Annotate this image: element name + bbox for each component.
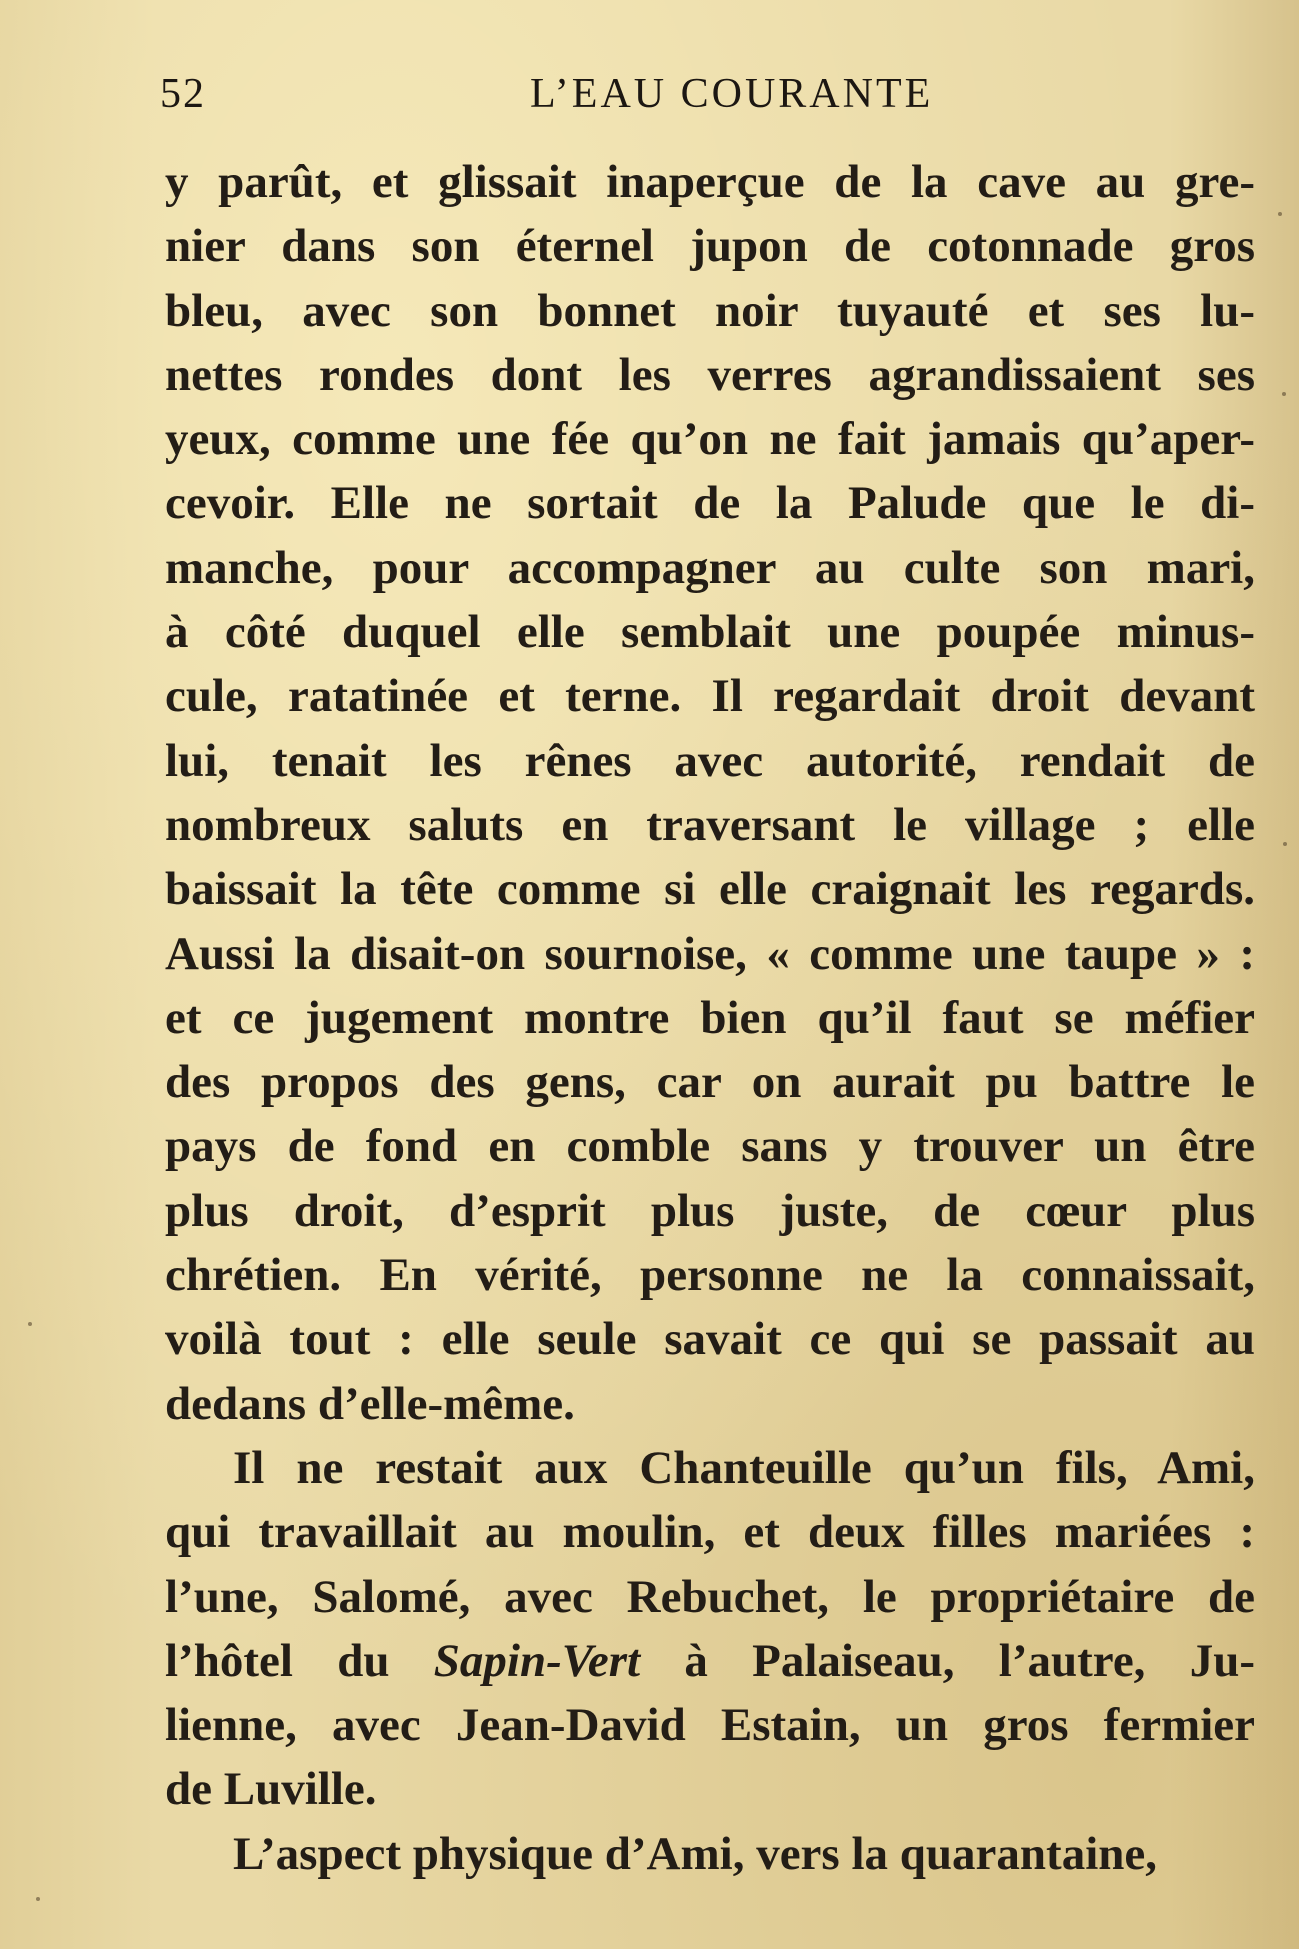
text-line: Aussi la disait-on sournoise, « comme une taupe » : — [165, 927, 1255, 980]
text-line: de Luville. — [165, 1763, 377, 1816]
running-head — [160, 60, 1260, 120]
text-line: baissait la tête comme si elle craignait les regards. — [165, 863, 1255, 916]
paragraph-1 — [165, 150, 1255, 1436]
text-line: lienne, avec Jean-David Estain, un gros fermier — [165, 1699, 1255, 1752]
paper-speck — [1282, 392, 1286, 396]
text-line: des propos des gens, car on aurait pu battre le — [165, 1056, 1255, 1109]
text-line: L’aspect physique d’Ami, vers la quarantaine, — [233, 1827, 1158, 1880]
paper-speck — [1283, 842, 1287, 846]
text-line: dedans d’elle-même. — [165, 1377, 575, 1430]
paper-speck — [1278, 212, 1282, 216]
text-line: et ce jugement montre bien qu’il faut se méfier — [165, 991, 1255, 1044]
page-number: 52 — [160, 71, 206, 117]
text-line: l’une, Salomé, avec Rebuchet, le propriétaire de — [165, 1570, 1255, 1623]
body-text — [165, 150, 1255, 1886]
text-run: l’hôtel du — [165, 1634, 434, 1687]
text-line: à côté duquel elle semblait une poupée minus- — [165, 606, 1255, 659]
italic-hotel-name: Sapin-Vert — [433, 1634, 641, 1687]
text-line: lui, tenait les rênes avec autorité, rendait de — [165, 734, 1255, 787]
text-line: cevoir. Elle ne sortait de la Palude que le di- — [165, 477, 1255, 530]
text-line: chrétien. En vérité, personne ne la connaissait, — [165, 1249, 1255, 1302]
text-line: pays de fond en comble sans y trouver un être — [165, 1120, 1255, 1173]
text-line: plus droit, d’esprit plus juste, de cœur plus — [165, 1184, 1255, 1237]
text-line-with-italic — [165, 1629, 1255, 1693]
text-line: bleu, avec son bonnet noir tuyauté et ses lu- — [165, 284, 1255, 337]
running-title: L’EAU COURANTE — [530, 71, 934, 117]
text-line: cule, ratatinée et terne. Il regardait droit devant — [165, 670, 1255, 723]
paragraph-3 — [165, 1822, 1255, 1886]
text-line: Il ne restait aux Chanteuille qu’un fils, Ami, — [233, 1441, 1255, 1494]
text-line: voilà tout : elle seule savait ce qui se passait au — [165, 1313, 1255, 1366]
text-line: yeux, comme une fée qu’on ne fait jamais qu’aper- — [165, 413, 1255, 466]
paragraph-2 — [165, 1436, 1255, 1822]
text-line: nier dans son éternel jupon de cotonnade gros — [165, 220, 1255, 273]
paper-speck — [28, 1322, 32, 1326]
text-run: à Palaiseau, l’autre, Ju- — [640, 1634, 1255, 1687]
text-line: nettes rondes dont les verres agrandissaient ses — [165, 348, 1255, 401]
text-line: manche, pour accompagner au culte son mari, — [165, 541, 1255, 594]
paper-speck — [36, 1897, 40, 1901]
text-line: qui travaillait au moulin, et deux filles mariées : — [165, 1506, 1255, 1559]
text-line: nombreux saluts en traversant le village ; elle — [165, 798, 1255, 851]
text-line: y parût, et glissait inaperçue de la cave au gre- — [165, 156, 1255, 208]
